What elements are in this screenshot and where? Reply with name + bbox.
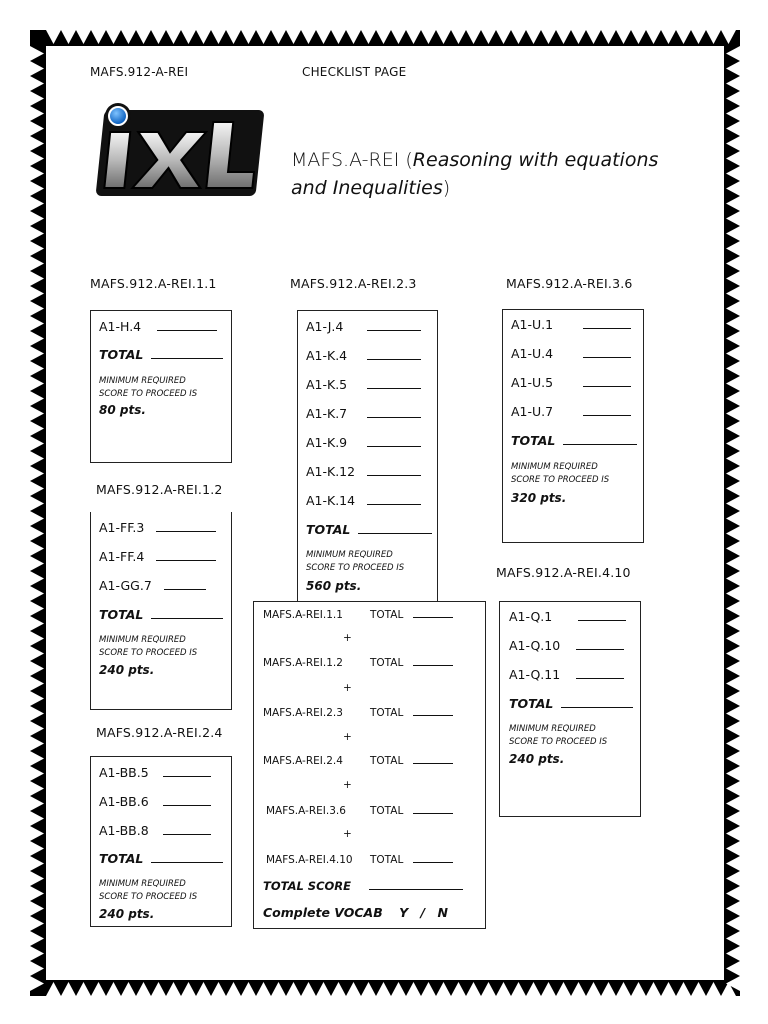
- total-blank[interactable]: [151, 618, 223, 619]
- item-row: [99, 319, 217, 334]
- score-blank[interactable]: [156, 560, 216, 561]
- total-blank[interactable]: [563, 444, 637, 445]
- total-score-blank[interactable]: [369, 889, 463, 890]
- summary-blank[interactable]: [413, 862, 453, 863]
- item-label: A1-BB.5: [99, 765, 149, 780]
- item-row: [306, 435, 421, 450]
- checklist-box: [502, 309, 644, 543]
- vocab-separator: /: [420, 905, 426, 920]
- item-label: A1-U.7: [511, 404, 554, 419]
- summary-total: [370, 657, 453, 669]
- item-row: [99, 823, 211, 838]
- summary-label: MAFS.A-REI.4.10: [266, 854, 353, 866]
- score-blank[interactable]: [156, 531, 216, 532]
- score-blank[interactable]: [163, 834, 211, 835]
- item-row: [99, 578, 206, 593]
- summary-row: [266, 805, 346, 817]
- item-label: A1-Q.10: [509, 638, 561, 653]
- minimum-points: 240 pts.: [99, 663, 155, 677]
- minimum-required-note: MINIMUM REQUIRED SCORE TO PROCEED IS: [99, 376, 198, 399]
- section-heading: MAFS.912.A-REI.2.4: [96, 725, 223, 740]
- score-blank[interactable]: [583, 415, 631, 416]
- summary-total-label: TOTAL: [370, 609, 404, 621]
- item-label: A1-K.4: [306, 348, 348, 363]
- summary-label: MAFS.A-REI.1.2: [263, 657, 343, 669]
- score-blank[interactable]: [576, 678, 624, 679]
- item-label: A1-K.12: [306, 464, 356, 479]
- minimum-required-note: MINIMUM REQUIRED SCORE TO PROCEED IS: [99, 879, 198, 902]
- item-row: [511, 317, 631, 332]
- item-row: [99, 765, 211, 780]
- summary-total: [370, 609, 453, 621]
- item-row: [306, 493, 421, 508]
- summary-blank[interactable]: [413, 665, 453, 666]
- item-row: [511, 375, 631, 390]
- summary-total-label: TOTAL: [370, 657, 404, 669]
- minimum-points: 240 pts.: [99, 907, 155, 921]
- total-row: [99, 347, 223, 362]
- section-heading: MAFS.912.A-REI.4.10: [496, 565, 631, 580]
- total-row: [511, 433, 637, 448]
- summary-total: [370, 854, 453, 866]
- summary-blank[interactable]: [413, 763, 453, 764]
- total-label: TOTAL: [99, 347, 144, 362]
- total-label: TOTAL: [99, 851, 144, 866]
- total-score-label: TOTAL SCORE: [263, 879, 352, 893]
- section-heading: MAFS.912.A-REI.1.1: [90, 276, 217, 291]
- checklist-box: [90, 512, 232, 710]
- score-blank[interactable]: [578, 620, 626, 621]
- checklist-box: [90, 310, 232, 463]
- total-blank[interactable]: [561, 707, 633, 708]
- item-row: [511, 346, 631, 361]
- minimum-points: 80 pts.: [99, 403, 146, 417]
- item-row: [511, 404, 631, 419]
- summary-blank[interactable]: [413, 617, 453, 618]
- minimum-required-note: MINIMUM REQUIRED SCORE TO PROCEED IS: [99, 635, 198, 658]
- vocab-row: [263, 905, 448, 920]
- plus-sign: +: [343, 632, 352, 644]
- item-row: [509, 609, 626, 624]
- score-blank[interactable]: [367, 504, 421, 505]
- item-label: A1-BB.6: [99, 794, 149, 809]
- score-blank[interactable]: [367, 446, 421, 447]
- summary-label: MAFS.A-REI.3.6: [266, 805, 346, 817]
- minimum-required-note: MINIMUM REQUIRED SCORE TO PROCEED IS: [509, 724, 608, 747]
- ixl-logo: [94, 96, 269, 202]
- summary-total: [370, 805, 453, 817]
- minimum-points: 240 pts.: [509, 752, 565, 766]
- item-row: [306, 348, 421, 363]
- summary-blank[interactable]: [413, 813, 453, 814]
- summary-total: [370, 707, 453, 719]
- score-blank[interactable]: [163, 776, 211, 777]
- score-blank[interactable]: [367, 475, 421, 476]
- summary-total-label: TOTAL: [370, 805, 404, 817]
- section-heading: MAFS.912.A-REI.3.6: [506, 276, 633, 291]
- item-row: [306, 377, 421, 392]
- item-row: [306, 319, 421, 334]
- title-italic: Reasoning with equations and Inequalities: [291, 149, 659, 199]
- item-label: A1-BB.8: [99, 823, 149, 838]
- summary-blank[interactable]: [413, 715, 453, 716]
- summary-total-label: TOTAL: [370, 707, 404, 719]
- score-blank[interactable]: [164, 589, 206, 590]
- score-blank[interactable]: [367, 417, 421, 418]
- item-label: A1-H.4: [99, 319, 142, 334]
- score-blank[interactable]: [367, 359, 421, 360]
- item-label: A1-FF.4: [99, 549, 145, 564]
- item-label: A1-U.4: [511, 346, 554, 361]
- item-label: A1-K.7: [306, 406, 348, 421]
- minimum-required-note: MINIMUM REQUIRED SCORE TO PROCEED IS: [511, 462, 610, 485]
- total-blank[interactable]: [151, 358, 223, 359]
- summary-total: [370, 755, 453, 767]
- vocab-no[interactable]: N: [437, 905, 448, 920]
- total-blank[interactable]: [151, 862, 223, 863]
- section-heading: MAFS.912.A-REI.1.2: [96, 482, 223, 497]
- item-label: A1-J.4: [306, 319, 344, 334]
- item-label: A1-K.14: [306, 493, 356, 508]
- item-label: A1-Q.1: [509, 609, 553, 624]
- plus-sign: +: [343, 682, 352, 694]
- total-score-row: [263, 879, 463, 893]
- plus-sign: +: [343, 779, 352, 791]
- plus-sign: +: [343, 731, 352, 743]
- item-row: [306, 406, 421, 421]
- summary-label: MAFS.A-REI.1.1: [263, 609, 343, 621]
- summary-total-label: TOTAL: [370, 854, 404, 866]
- score-blank[interactable]: [583, 328, 631, 329]
- total-row: [306, 522, 432, 537]
- summary-row: [263, 755, 343, 767]
- total-blank[interactable]: [358, 533, 432, 534]
- item-row: [509, 667, 624, 682]
- summary-row: [263, 657, 343, 669]
- item-label: A1-U.5: [511, 375, 554, 390]
- total-label: TOTAL: [99, 607, 144, 622]
- item-label: A1-GG.7: [99, 578, 152, 593]
- score-blank[interactable]: [157, 330, 217, 331]
- summary-row: [266, 854, 353, 866]
- score-blank[interactable]: [583, 386, 631, 387]
- item-row: [509, 638, 624, 653]
- minimum-points: 560 pts.: [306, 579, 362, 593]
- minimum-required-note: MINIMUM REQUIRED SCORE TO PROCEED IS: [306, 550, 405, 573]
- summary-box: [253, 601, 486, 929]
- standard-code: MAFS.912-A-REI: [90, 65, 189, 79]
- summary-label: MAFS.A-REI.2.3: [263, 707, 343, 719]
- item-label: A1-Q.11: [509, 667, 561, 682]
- item-row: [99, 520, 216, 535]
- total-label: TOTAL: [509, 696, 554, 711]
- score-blank[interactable]: [367, 330, 421, 331]
- score-blank[interactable]: [583, 357, 631, 358]
- item-row: [99, 549, 216, 564]
- score-blank[interactable]: [367, 388, 421, 389]
- summary-row: [263, 707, 343, 719]
- vocab-label: Complete VOCAB: [263, 905, 383, 920]
- total-label: TOTAL: [511, 433, 556, 448]
- item-label: A1-K.9: [306, 435, 348, 450]
- summary-label: MAFS.A-REI.2.4: [263, 755, 343, 767]
- item-row: [306, 464, 421, 479]
- checklist-box: [90, 756, 232, 927]
- score-blank[interactable]: [163, 805, 211, 806]
- item-label: A1-U.1: [511, 317, 554, 332]
- item-row: [99, 794, 211, 809]
- item-label: A1-K.5: [306, 377, 348, 392]
- vocab-yes[interactable]: Y: [399, 905, 409, 920]
- title-prefix: MAFS.A-REI (: [291, 149, 413, 171]
- title-close: ): [442, 177, 451, 199]
- plus-sign: +: [343, 828, 352, 840]
- total-row: [509, 696, 633, 711]
- summary-total-label: TOTAL: [370, 755, 404, 767]
- item-label: A1-FF.3: [99, 520, 145, 535]
- score-blank[interactable]: [576, 649, 624, 650]
- summary-row: [263, 609, 343, 621]
- page-title: [291, 146, 691, 202]
- total-row: [99, 607, 223, 622]
- checklist-box: [499, 601, 641, 817]
- checklist-box: [297, 310, 438, 602]
- total-label: TOTAL: [306, 522, 351, 537]
- minimum-points: 320 pts.: [511, 491, 567, 505]
- page-label: CHECKLIST PAGE: [302, 65, 407, 79]
- total-row: [99, 851, 223, 866]
- section-heading: MAFS.912.A-REI.2.3: [290, 276, 417, 291]
